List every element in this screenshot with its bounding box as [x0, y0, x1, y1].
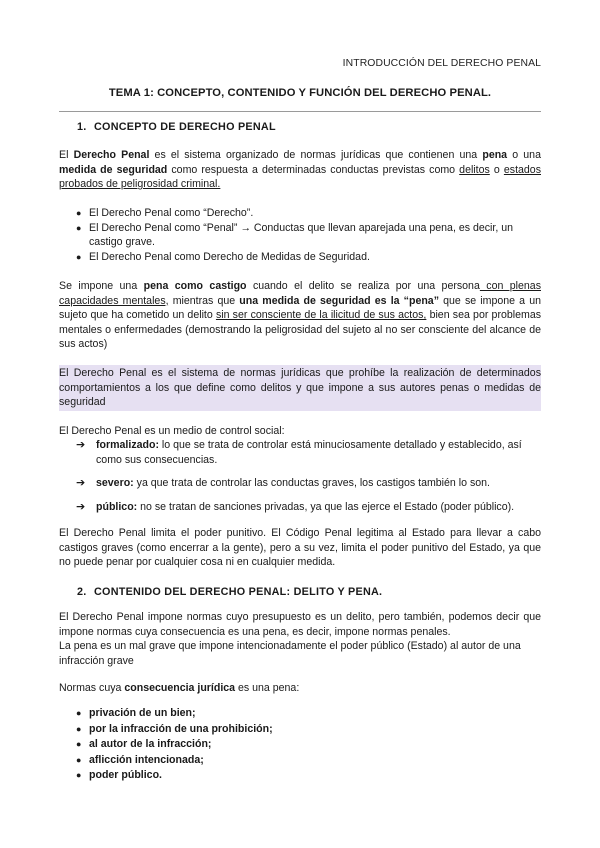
consequence-intro	[59, 681, 541, 696]
bullet-dot-icon: ●	[76, 222, 82, 233]
list-item-text: poder público.	[89, 769, 162, 781]
list-item	[59, 476, 541, 491]
pena-vs-medida-paragraph	[59, 279, 541, 352]
section-1-title: CONCEPTO DE DERECHO PENAL	[94, 121, 276, 133]
list-item-term: público:	[96, 500, 138, 513]
text-run: Se impone una	[59, 280, 144, 292]
bullet-dot-icon: ●	[76, 723, 82, 734]
text-run-bold: consecuencia jurídica	[124, 682, 236, 694]
list-item-text: ya que trata de controlar las conductas graves, los castigos también lo son.	[133, 477, 490, 490]
title-divider	[59, 111, 541, 112]
text-run: es el sistema organizado de normas jurídicas que contienen una	[149, 149, 483, 161]
text-run: mientras que	[168, 294, 240, 307]
list-item	[59, 206, 541, 221]
right-arrow-icon: ➔	[76, 439, 86, 451]
text-run: es una pena:	[235, 682, 300, 694]
bullet-dot-icon: ●	[76, 739, 82, 749]
text-run-bold: medida de seguridad	[59, 163, 168, 176]
bullet-dot-icon: ●	[76, 770, 82, 780]
social-control-intro: El Derecho Penal es un medio de control social:	[59, 425, 285, 437]
text-run-bold: una medida de seguridad es la “pena”	[239, 294, 439, 307]
list-item	[59, 722, 541, 738]
list-item	[59, 221, 541, 250]
text-run: que se impone a un sujeto que ha cometido un delito	[59, 294, 541, 322]
section-2-number: 2.	[77, 586, 87, 598]
page-title: TEMA 1: CONCEPTO, CONTENIDO Y FUNCIÓN DEL DERECHO PENAL.	[108, 87, 492, 99]
list-item-text: lo que se trata de controlar está minuciosamente detallado y establecido, así como sus consecuencias.	[96, 439, 522, 466]
right-arrow-icon: ➔	[76, 500, 86, 513]
text-run-bold: Derecho Penal	[73, 149, 150, 161]
list-item-text: por la infracción de una prohibición;	[89, 722, 273, 735]
list-item-text: aflicción intencionada;	[89, 753, 204, 766]
list-item	[59, 500, 541, 515]
text-run: cuando el delito se realiza por una persona	[246, 280, 480, 292]
highlighted-definition	[59, 365, 541, 411]
punitive-power-paragraph: El Derecho Penal limita el poder punitivo. El Código Penal legitima al Estado para llevar a cabo castigos graves (como encerrar a la gente), pero a su vez, limita el poder punitivo del Estado, ya que no puede penar por cualquier cosa ni en cualquier medida.	[59, 527, 541, 569]
list-item	[59, 753, 541, 769]
text-run-bold: pena	[482, 149, 508, 161]
list-item-text: no se tratan de sanciones privadas, ya que las ejerce el Estado (poder público).	[137, 500, 515, 513]
text-run-underlined: estados probados de peligrosidad criminal.	[59, 163, 541, 191]
bullet-dot-icon: ●	[76, 754, 82, 765]
list-item-text: privación de un bien;	[89, 707, 196, 719]
text-run: bien sea por problemas mentales o enfermedades (demostrando la peligrosidad del sujeto al no ser consciente del alcance de sus actos)	[59, 309, 542, 351]
text-run: o	[489, 163, 504, 176]
running-header: INTRODUCCIÓN DEL DERECHO PENAL	[342, 58, 541, 69]
text-run: Normas cuya	[59, 682, 125, 694]
social-control-list	[59, 438, 541, 514]
list-item	[59, 737, 541, 753]
bullet-dot-icon: ●	[76, 251, 82, 262]
text-run: El	[59, 149, 74, 161]
bullet-dot-icon: ●	[76, 208, 82, 218]
list-item-text: El Derecho Penal como “Penal” → Conductas que llevan aparejada una pena, es decir, un castigo grave.	[89, 221, 514, 249]
text-run-underlined: sin ser consciente de la ilicitud de sus actos,	[215, 309, 427, 322]
list-item	[59, 768, 541, 784]
list-item	[59, 706, 541, 722]
content-paragraph: El Derecho Penal impone normas cuyo presupuesto es un delito, pero también, podemos decir que impone normas cuya consecuencia es una pena, es decir, impone normas penales.	[59, 611, 541, 638]
section-1-heading	[59, 120, 541, 135]
highlighted-text: El Derecho Penal es el sistema de normas jurídicas que prohíbe la realización de determinados comportamientos a los que define como delitos y que impone a sus autores penas o medidas de seguridad	[59, 365, 541, 411]
section-1-number: 1.	[77, 121, 87, 133]
definition-paragraph	[59, 148, 541, 192]
text-run-underlined: delitos	[459, 163, 490, 176]
list-item	[59, 250, 541, 265]
bullet-dot-icon: ●	[76, 708, 82, 718]
section-2-heading	[59, 585, 541, 600]
text-run: o una	[507, 149, 541, 161]
list-item-term: severo:	[96, 477, 134, 490]
pena-definition-paragraph: La pena es un mal grave que impone intencionadamente el poder público (Estado) al autor de una infracción grave	[59, 640, 521, 667]
list-item-text: El Derecho Penal como Derecho de Medidas de Seguridad.	[89, 250, 370, 263]
text-run: como respuesta a determinadas conductas previstas como	[167, 163, 460, 176]
concept-bullet-list	[59, 206, 541, 264]
text-run-underlined: con plenas capacidades mentales,	[59, 280, 541, 307]
list-item-text: El Derecho Penal como “Derecho”.	[89, 207, 254, 219]
right-arrow-icon: ➔	[76, 477, 86, 490]
list-item-text: al autor de la infracción;	[89, 738, 212, 750]
list-item-term: formalizado:	[96, 439, 159, 451]
section-2-title: CONTENIDO DEL DERECHO PENAL: DELITO Y PENA.	[94, 586, 383, 598]
text-run-bold: pena como castigo	[143, 280, 247, 292]
list-item	[59, 438, 541, 467]
pena-elements-list	[59, 706, 541, 784]
